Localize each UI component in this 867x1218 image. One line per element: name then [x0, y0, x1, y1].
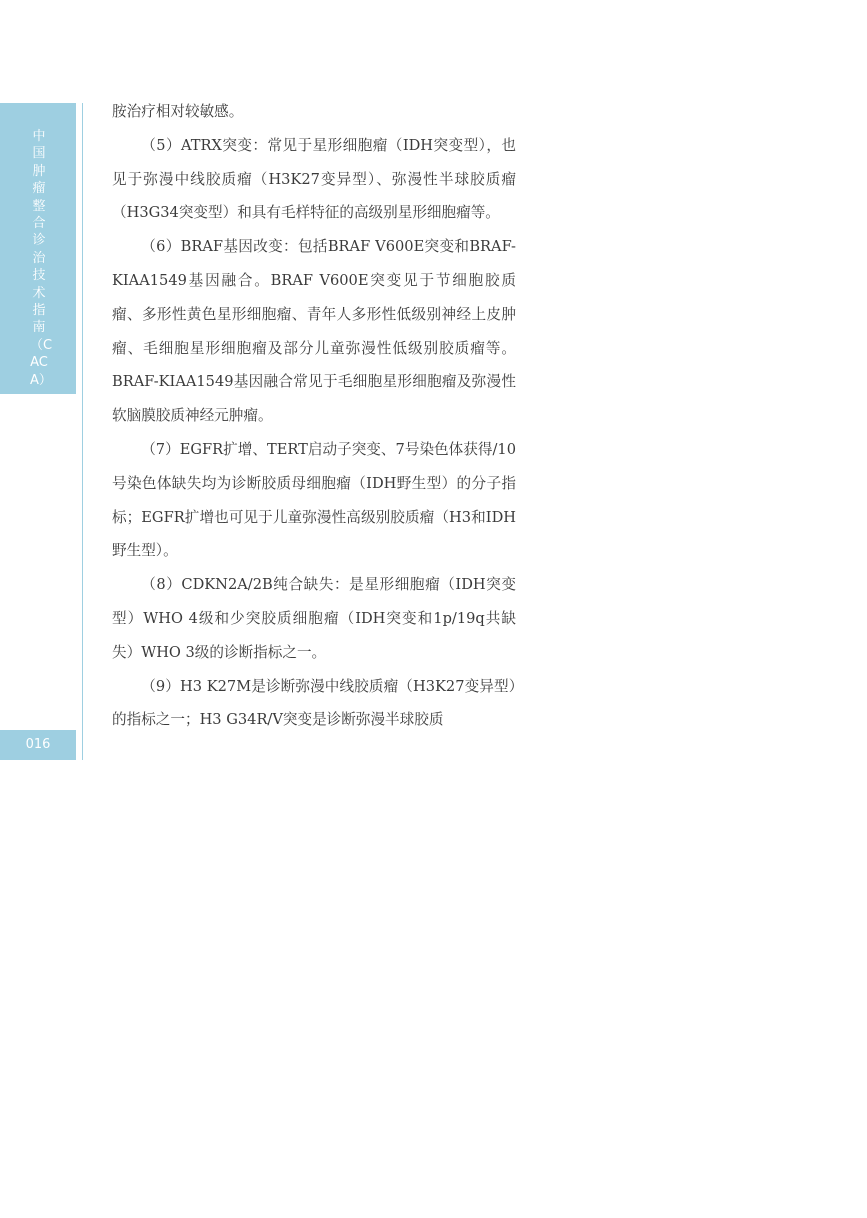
paragraph-cdkn2a: （8）CDKN2A/2B纯合缺失：是星形细胞瘤（IDH突变型）WHO 4级和少突胶质细胞瘤（IDH突变和1p/19q共缺失）WHO 3级的诊断指标之一。 [112, 576, 516, 661]
paragraph-braf: （6）BRAF基因改变：包括BRAF V600E突变和BRAF-KIAA1549基因融合。BRAF V600E突变见于节细胞胶质瘤、多形性黄色星形细胞瘤、青年人多形性低级别神经上皮肿瘤、毛细胞星形细胞瘤及部分儿童弥漫性低级别胶质瘤等。BRAF-KIAA1549基因融合常见于毛细胞星形细胞瘤及弥漫性软脑膜胶质神经元肿瘤。 [112, 238, 516, 425]
paragraph-continuation: 胺治疗相对较敏感。 [112, 103, 244, 120]
body-text [112, 95, 516, 737]
paragraph-atrx: （5）ATRX突变：常见于星形细胞瘤（IDH突变型），也见于弥漫中线胶质瘤（H3K27变异型）、弥漫性半球胶质瘤（H3G34突变型）和具有毛样特征的高级别星形细胞瘤等。 [112, 136, 516, 222]
guide-title: 中国肿瘤整合诊治技术指南（CACA） [30, 129, 53, 388]
margin-rule [82, 103, 83, 760]
page-number: 016 [25, 737, 51, 752]
paragraph-egfr: （7）EGFR扩增、TERT启动子突变、7号染色体获得/10号染色体缺失均为诊断胶质母细胞瘤（IDH野生型）的分子指标；EGFR扩增也可见于儿童弥漫性高级别胶质瘤（H3和IDH野生型）。 [112, 440, 516, 560]
paragraph-h3: （9）H3 K27M是诊断弥漫中线胶质瘤（H3K27变异型）的指标之一；H3 G34R/V突变是诊断弥漫半球胶质 [112, 677, 516, 729]
